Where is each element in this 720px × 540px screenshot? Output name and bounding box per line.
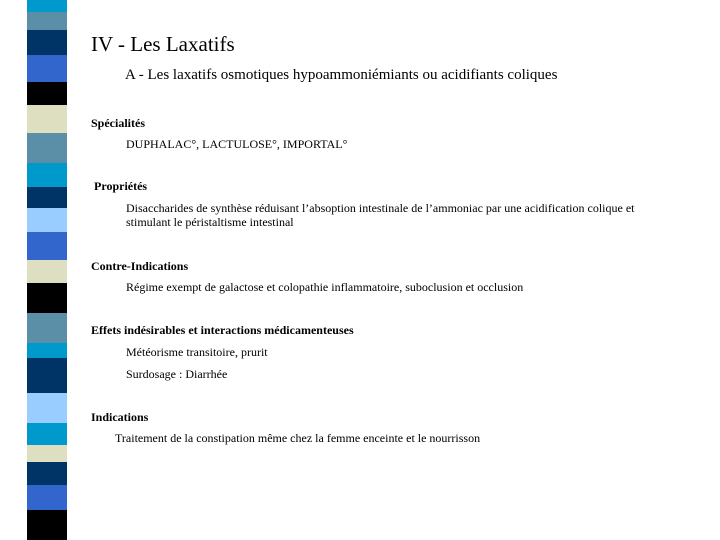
section-text: stimulant le péristaltisme intestinal bbox=[126, 215, 294, 229]
section-label-specialites: Spécialités bbox=[91, 116, 145, 130]
stripe-band bbox=[27, 423, 67, 445]
stripe-band bbox=[27, 485, 67, 510]
section-label-contre-indications: Contre-Indications bbox=[91, 259, 189, 273]
stripe-band bbox=[27, 343, 67, 358]
stripe-band bbox=[27, 0, 67, 12]
stripe-band bbox=[27, 55, 67, 82]
section-label-proprietes: Propriétés bbox=[94, 179, 148, 193]
section-text: Régime exempt de galactose et colopathie inflammatoire, suboclusion et occlusion bbox=[126, 280, 524, 294]
stripe-band bbox=[27, 260, 67, 283]
section-text: Traitement de la constipation même chez la femme enceinte et le nourrisson bbox=[115, 431, 481, 445]
slide-title: IV - Les Laxatifs bbox=[91, 32, 235, 56]
stripe-band bbox=[27, 510, 67, 540]
stripe-band bbox=[27, 105, 67, 133]
stripe-band bbox=[27, 133, 67, 163]
stripe-band bbox=[27, 462, 67, 485]
stripe-band bbox=[27, 82, 67, 105]
stripe-band bbox=[27, 232, 67, 260]
stripe-band bbox=[27, 12, 67, 30]
section-text: Disaccharides de synthèse réduisant l’absoption intestinale de l’ammoniac par une acidification colique et bbox=[126, 201, 635, 215]
stripe-band bbox=[27, 358, 67, 393]
stripe-band bbox=[27, 187, 67, 208]
stripe-band bbox=[27, 445, 67, 462]
section-text: Météorisme transitoire, prurit bbox=[126, 345, 268, 359]
stripe-band bbox=[27, 163, 67, 187]
section-label-indications: Indications bbox=[91, 410, 149, 424]
section-text: Surdosage : Diarrhée bbox=[126, 367, 228, 381]
decorative-stripe-bar bbox=[27, 0, 67, 540]
stripe-band bbox=[27, 313, 67, 343]
section-text: DUPHALAC°, LACTULOSE°, IMPORTAL° bbox=[126, 137, 348, 151]
stripe-band bbox=[27, 393, 67, 423]
stripe-band bbox=[27, 30, 67, 55]
stripe-band bbox=[27, 283, 67, 313]
section-label-effets-indesirables: Effets indésirables et interactions médicamenteuses bbox=[91, 323, 354, 337]
stripe-band bbox=[27, 208, 67, 232]
slide-subtitle: A - Les laxatifs osmotiques hypoammoniémiants ou acidifiants coliques bbox=[125, 67, 558, 83]
